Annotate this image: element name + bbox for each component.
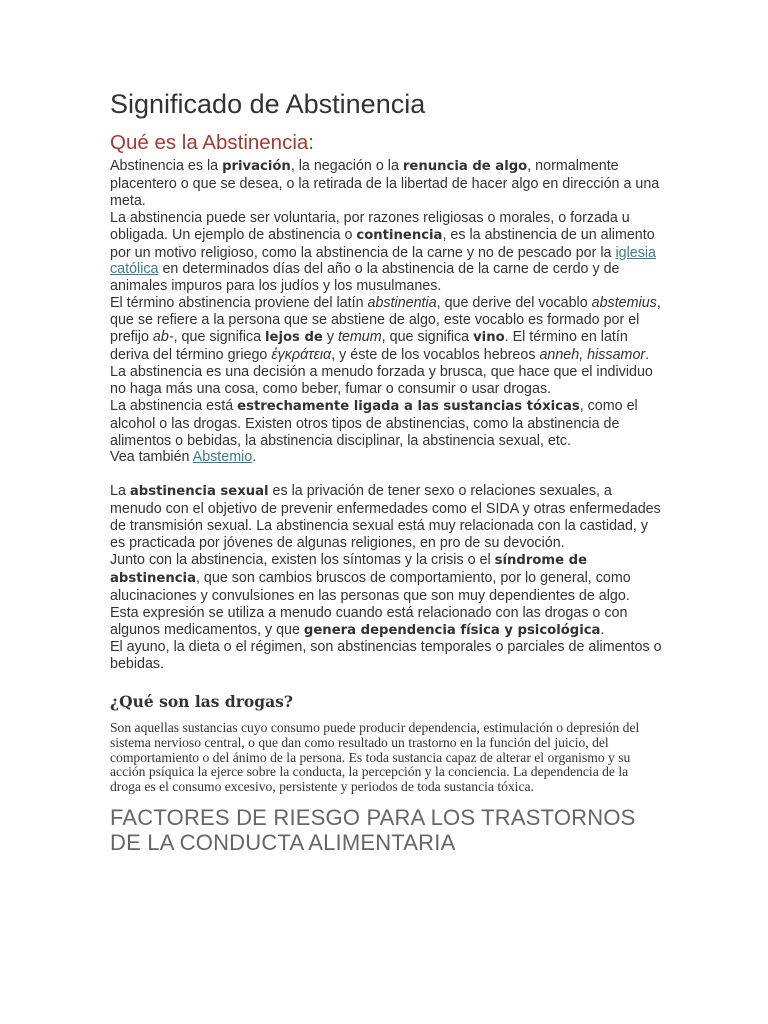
text-run: .	[252, 449, 257, 466]
bold-term: síndrome de abstinencia	[110, 552, 588, 586]
text-run: , que significa	[381, 329, 474, 346]
italic-term: anneh, hissamor	[539, 346, 646, 363]
text-run: .	[645, 346, 650, 363]
paragraph-withdrawal-syndrome	[110, 552, 662, 640]
italic-term: temum	[337, 329, 382, 346]
italic-term: abstemius	[591, 295, 657, 312]
text-run: El término abstinencia proviene del latín	[110, 295, 368, 312]
bold-term: renuncia de algo	[402, 159, 528, 174]
text-run: , que se refiere a la persona que se abstiene de algo, este vocablo es formado por el prefijo	[110, 295, 661, 346]
bold-term: continencia	[356, 227, 443, 243]
paragraph-see-also	[110, 449, 662, 466]
text-run: . El término en latín deriva del término griego	[110, 329, 628, 363]
paragraph-spacer	[110, 466, 662, 483]
text-run: en determinados días del año o la abstinencia de la carne de cerdo y de animales impuros para los judíos y los musulmanes.	[110, 261, 620, 295]
bold-term: lejos de	[265, 330, 323, 346]
text-run: , la negación o la	[290, 158, 403, 174]
text-run: , que significa	[173, 329, 265, 346]
article-content	[110, 84, 662, 855]
text-run: , que son cambios bruscos de comportamiento, por lo general, como alucinaciones y convulsiones en las personas que son muy dependientes de algo. Esta expresión se utiliza a menudo cuando está relacionado con las drogas o con algunos medicamentos, y que	[110, 569, 631, 638]
text-run: , normalmente placentero o que se desea, o la retirada de la libertad de hacer algo en dirección a una meta.	[110, 158, 660, 209]
paragraph-etymology	[110, 295, 662, 364]
text-run: y	[322, 329, 338, 346]
text-run: Abstinencia es la	[110, 158, 223, 174]
paragraph-sexual-abstinence	[110, 483, 662, 552]
text-run: , como el alcohol o las drogas. Existen otros tipos de abstinencias, como la abstinencia de alimentos o bebidas, la abstinencia disciplinar, la abstinencia sexual, etc.	[110, 397, 638, 449]
paragraph-fasting: El ayuno, la dieta o el régimen, son abstinencias temporales o parciales de alimentos o bebidas.	[110, 639, 662, 673]
text-run: , que derive del vocablo	[436, 295, 592, 312]
section-subtitle: Qué es la Abstinencia:	[110, 131, 314, 154]
paragraph-substances	[110, 398, 662, 450]
text-run: Junto con la abstinencia, existen los síntomas y la crisis o el	[110, 551, 495, 568]
italic-term: abstinentia	[367, 295, 437, 312]
bold-term: vino	[473, 330, 505, 346]
page-title: Significado de Abstinencia	[110, 89, 426, 119]
text-run: es la privación de tener sexo o relaciones sexuales, a menudo con el objetivo de prevenir enfermedades como el SIDA y otras enfermedades de transmisión sexual. La abstinencia sexual está muy relacionada con la castidad, y es practicada por jóvenes de algunas religiones, en pro de su devoción.	[110, 483, 661, 552]
text-run: , y éste de los vocablos hebreos	[331, 346, 540, 363]
italic-term: ἐγκράτεια	[271, 346, 332, 363]
paragraph-voluntary	[110, 210, 662, 296]
text-run: La	[110, 483, 130, 500]
paragraph-definition	[110, 158, 662, 210]
text-run: La abstinencia está	[110, 397, 238, 414]
bold-term: abstinencia sexual	[129, 484, 269, 500]
link-abstemio[interactable]: Abstemio	[192, 449, 253, 466]
factors-heading: FACTORES DE RIESGO PARA LOS TRASTORNOS DE LA CONDUCTA ALIMENTARIA	[110, 804, 636, 855]
paragraph-decision: La abstinencia es una decisión a menudo forzada y brusca, que hace que el individuo no haga más una cosa, como beber, fumar o consumir o usar drogas.	[110, 363, 653, 397]
bold-term: estrechamente ligada a las sustancias tóxicas	[237, 398, 580, 414]
text-run: La abstinencia puede ser voluntaria, por razones religiosas o morales, o forzada u obligada. Un ejemplo de abstinencia o	[110, 209, 630, 243]
bold-term: privación	[222, 159, 291, 174]
text-run: Vea también	[110, 449, 193, 466]
bold-term: genera dependencia física y psicológica	[303, 622, 601, 638]
drugs-heading: ¿Qué son las drogas?	[110, 692, 293, 712]
italic-term: ab-	[152, 329, 174, 346]
text-run: .	[600, 621, 605, 638]
link-iglesia-catolica[interactable]: iglesia católica	[110, 244, 656, 278]
text-run: , es la abstinencia de un alimento por un motivo religioso, como la abstinencia de la carne y no de pescado por la	[110, 226, 655, 261]
drugs-paragraph: Son aquellas sustancias cuyo consumo puede producir dependencia, estimulación o depresión del sistema nervioso central, o que dan como resultado un trastorno en la función del juicio, del comportamiento o del ánimo de la persona. Es toda sustancia capaz de alterar el organismo y su acción psíquica la ejerce sobre la conducta, la percepción y la conciencia. La dependencia de la droga es el consumo excesivo, persistente y periodos de toda sustancia tóxica.	[110, 720, 640, 795]
